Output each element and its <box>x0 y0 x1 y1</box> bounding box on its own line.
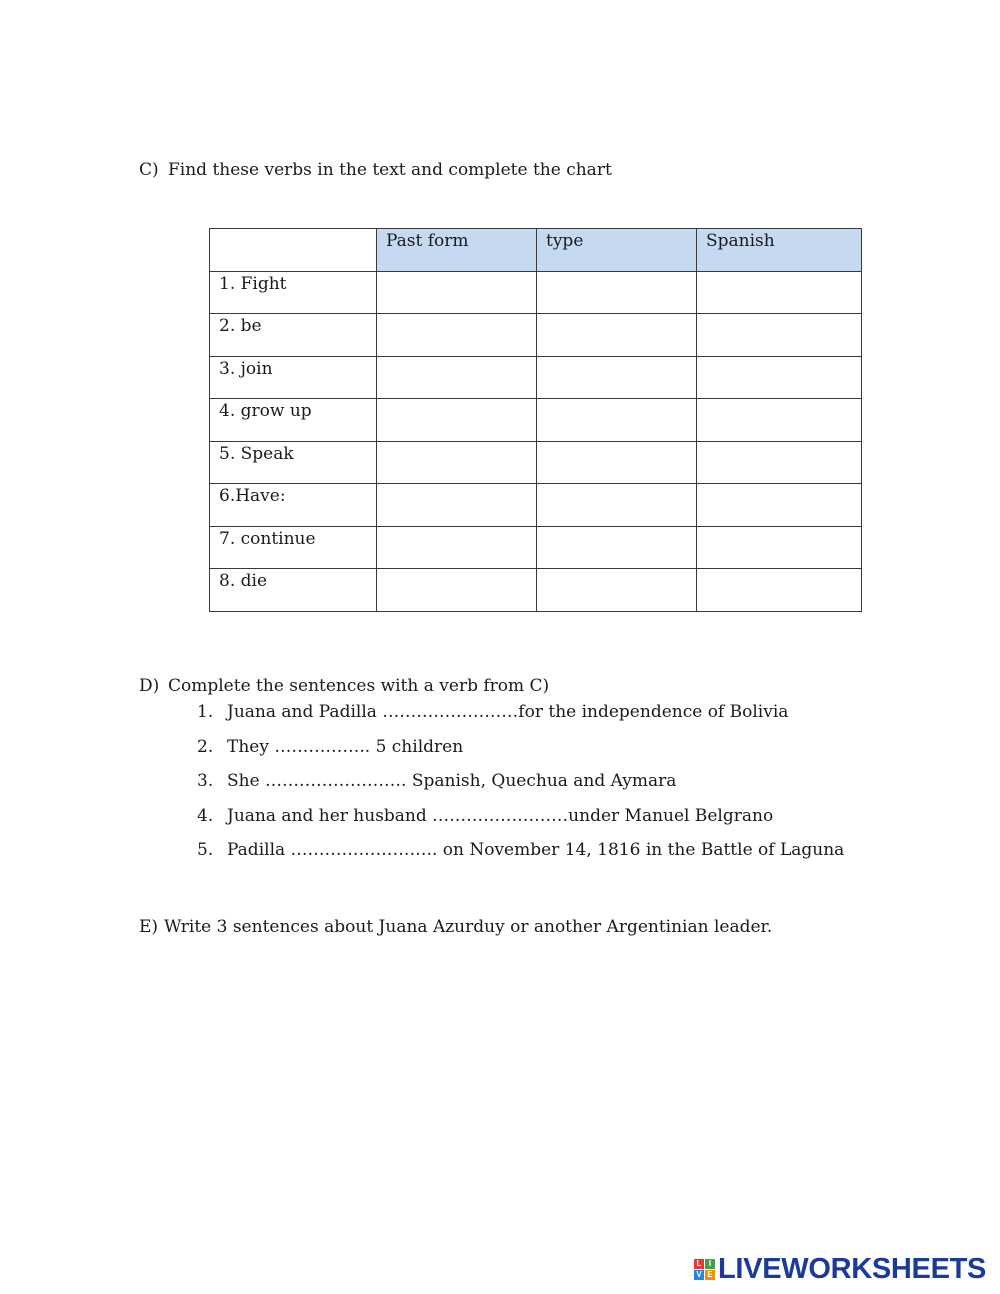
sentence-list <box>197 702 844 875</box>
past-form-input-cell[interactable] <box>377 526 537 569</box>
table-row <box>210 356 862 399</box>
logo-tiles-icon <box>694 1259 715 1280</box>
table-row <box>210 526 862 569</box>
sentence-number: 1. <box>197 702 214 722</box>
type-input-cell[interactable] <box>537 314 697 357</box>
type-input-cell[interactable] <box>537 399 697 442</box>
spanish-input-cell[interactable] <box>697 271 862 314</box>
section-c-instruction: Find these verbs in the text and complete the chart <box>168 160 612 180</box>
spanish-input-cell[interactable] <box>697 569 862 612</box>
verb-cell: 7. continue <box>210 526 377 569</box>
table-row <box>210 271 862 314</box>
spanish-input-cell[interactable] <box>697 526 862 569</box>
sentence-text: Juana and her husband ……………………under Manuel Belgrano <box>227 805 774 826</box>
table-row <box>210 399 862 442</box>
sentence-text: They …………….. 5 children <box>227 736 464 757</box>
section-c-letter: C) <box>139 160 159 180</box>
sentence-number: 4. <box>197 805 214 826</box>
past-form-input-cell[interactable] <box>377 441 537 484</box>
table-row <box>210 569 862 612</box>
sentence-text: She ……………………. Spanish, Quechua and Aymara <box>227 771 677 791</box>
sentence-number: 2. <box>197 736 214 757</box>
type-input-cell[interactable] <box>537 569 697 612</box>
sentence-number: 5. <box>197 840 214 860</box>
chart-header-type: type <box>537 229 697 272</box>
table-row <box>210 314 862 357</box>
list-item <box>197 840 844 875</box>
section-e-heading <box>139 917 772 937</box>
past-form-input-cell[interactable] <box>377 271 537 314</box>
liveworksheets-logo <box>694 1254 986 1284</box>
table-row <box>210 441 862 484</box>
table-row <box>210 484 862 527</box>
chart-header-past-form: Past form <box>377 229 537 272</box>
logo-tile: L <box>694 1259 704 1269</box>
spanish-input-cell[interactable] <box>697 441 862 484</box>
type-input-cell[interactable] <box>537 441 697 484</box>
chart-header-empty <box>210 229 377 272</box>
sentence-text: Padilla …………………….. on November 14, 1816 in the Battle of Laguna <box>227 840 845 860</box>
section-d-heading <box>139 676 549 696</box>
sentence-number: 3. <box>197 771 214 791</box>
type-input-cell[interactable] <box>537 356 697 399</box>
sentence-text: Juana and Padilla ……………………for the independence of Bolivia <box>227 702 789 722</box>
chart-header-spanish: Spanish <box>697 229 862 272</box>
section-c-heading <box>139 160 612 180</box>
verb-cell: 6.Have: <box>210 484 377 527</box>
list-item <box>197 702 844 737</box>
verb-cell: 1. Fight <box>210 271 377 314</box>
section-e-instruction: Write 3 sentences about Juana Azurduy or another Argentinian leader. <box>164 917 773 937</box>
chart-header-row <box>210 229 862 272</box>
section-d-letter: D) <box>139 676 160 696</box>
verb-cell: 3. join <box>210 356 377 399</box>
past-form-input-cell[interactable] <box>377 399 537 442</box>
logo-text: LIVEWORKSHEETS <box>718 1252 987 1285</box>
type-input-cell[interactable] <box>537 526 697 569</box>
list-item <box>197 771 844 806</box>
spanish-input-cell[interactable] <box>697 484 862 527</box>
verb-cell: 8. die <box>210 569 377 612</box>
type-input-cell[interactable] <box>537 484 697 527</box>
spanish-input-cell[interactable] <box>697 356 862 399</box>
logo-tile: V <box>694 1270 704 1280</box>
section-e-letter: E) <box>139 917 159 937</box>
verb-cell: 4. grow up <box>210 399 377 442</box>
section-d-instruction: Complete the sentences with a verb from C) <box>168 676 550 696</box>
logo-tile: E <box>705 1270 715 1280</box>
past-form-input-cell[interactable] <box>377 484 537 527</box>
past-form-input-cell[interactable] <box>377 356 537 399</box>
verb-cell: 5. Speak <box>210 441 377 484</box>
type-input-cell[interactable] <box>537 271 697 314</box>
verb-chart <box>209 228 862 612</box>
spanish-input-cell[interactable] <box>697 399 862 442</box>
logo-tile: I <box>705 1259 715 1269</box>
verb-cell: 2. be <box>210 314 377 357</box>
past-form-input-cell[interactable] <box>377 569 537 612</box>
list-item <box>197 737 844 772</box>
spanish-input-cell[interactable] <box>697 314 862 357</box>
past-form-input-cell[interactable] <box>377 314 537 357</box>
list-item <box>197 806 844 841</box>
